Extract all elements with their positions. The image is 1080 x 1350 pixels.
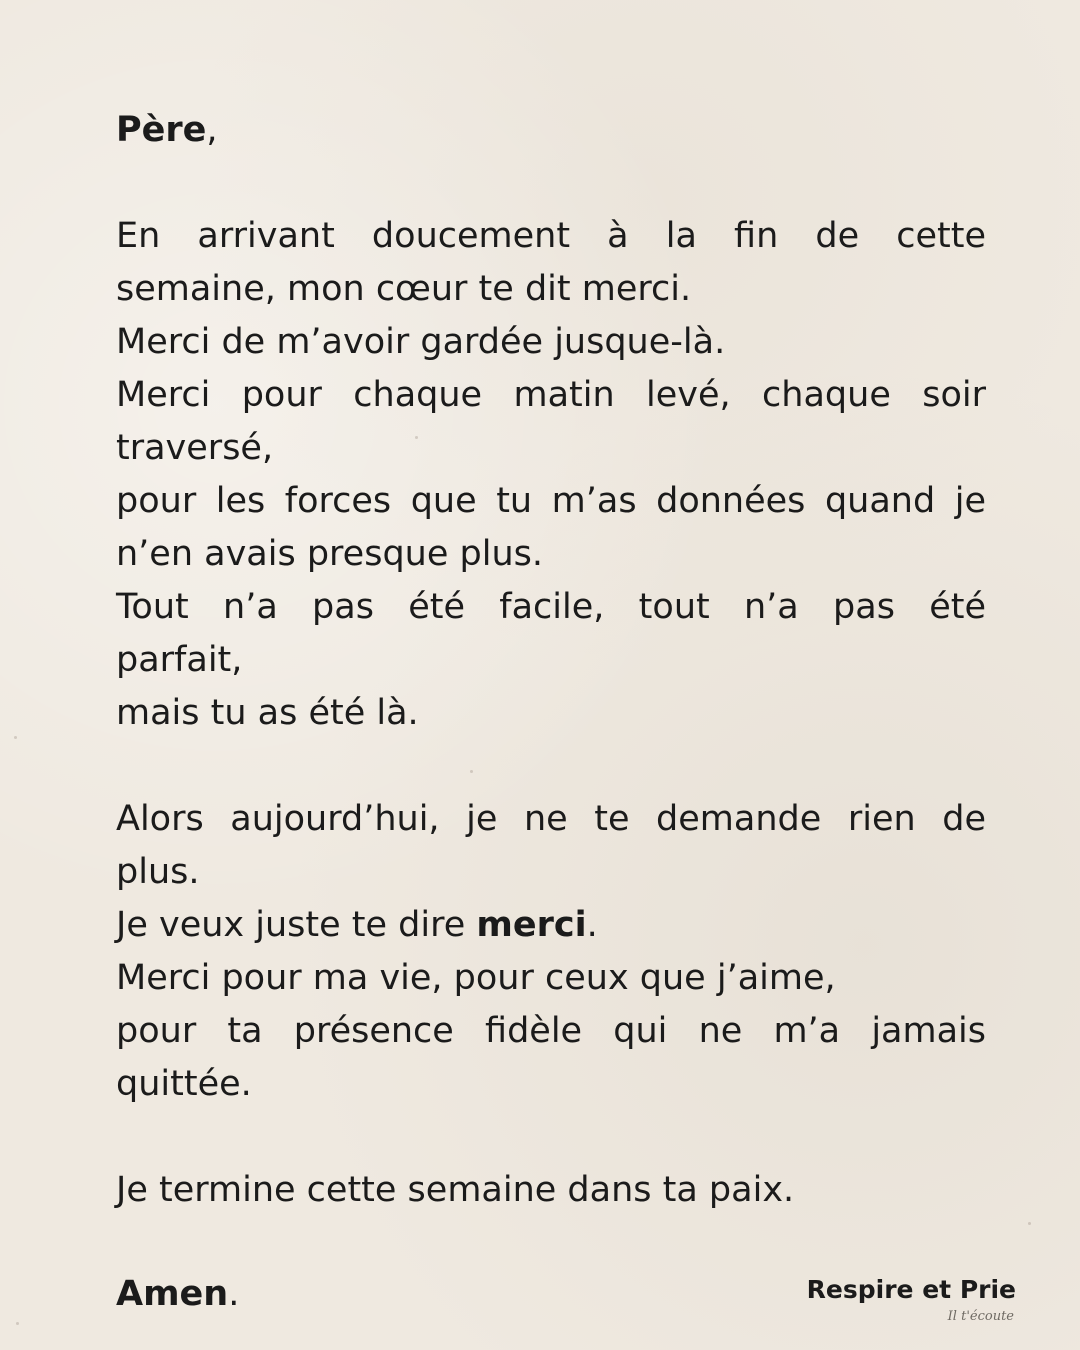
merci-emphasis: merci (476, 905, 587, 945)
paper-speck (1028, 1222, 1031, 1225)
prayer-line: n’en avais presque plus. (116, 534, 543, 574)
paper-speck (14, 736, 17, 739)
merci-line-post: . (586, 905, 598, 945)
prayer-line: quittée. (116, 1064, 252, 1104)
salutation-name: Père (116, 110, 207, 150)
prayer-line: Merci de m’avoir gardée jusque-là. (116, 322, 726, 362)
brand-signature (807, 1274, 1016, 1326)
prayer-line: semaine, mon cœur te dit merci. (116, 269, 692, 309)
prayer-line: pour les forces que tu m’as données quand je (116, 481, 986, 521)
brand-tagline: Il t'écoute (947, 1309, 1014, 1324)
salutation-punct: , (206, 110, 218, 150)
paragraph-gap (116, 157, 986, 210)
paragraph-gap (116, 740, 986, 793)
merci-line-pre: Je veux juste te dire (116, 905, 477, 945)
paragraph-gap (116, 1111, 986, 1164)
prayer-line: traversé, (116, 428, 274, 468)
prayer-text (116, 104, 986, 1217)
prayer-line: plus. (116, 852, 200, 892)
prayer-line: parfait, (116, 640, 243, 680)
prayer-line: Tout n’a pas été facile, tout n’a pas été (116, 587, 986, 627)
prayer-line: pour ta présence fidèle qui ne m’a jamais (116, 1011, 986, 1051)
amen-word: Amen (116, 1274, 229, 1314)
prayer-line: Merci pour ma vie, pour ceux que j’aime, (116, 958, 836, 998)
salutation (116, 104, 986, 157)
closing-amen (116, 1268, 239, 1321)
brand-name: Respire et Prie (806, 1275, 1016, 1304)
prayer-line-merci (116, 899, 986, 952)
prayer-line: mais tu as été là. (116, 693, 419, 733)
prayer-line: En arrivant doucement à la fin de cette (116, 216, 986, 256)
prayer-line: Alors aujourd’hui, je ne te demande rien de (116, 799, 986, 839)
prayer-line: Je termine cette semaine dans ta paix. (116, 1170, 795, 1210)
prayer-line: Merci pour chaque matin levé, chaque soir (116, 375, 986, 415)
amen-punct: . (228, 1274, 240, 1314)
paper-speck (16, 1322, 19, 1325)
